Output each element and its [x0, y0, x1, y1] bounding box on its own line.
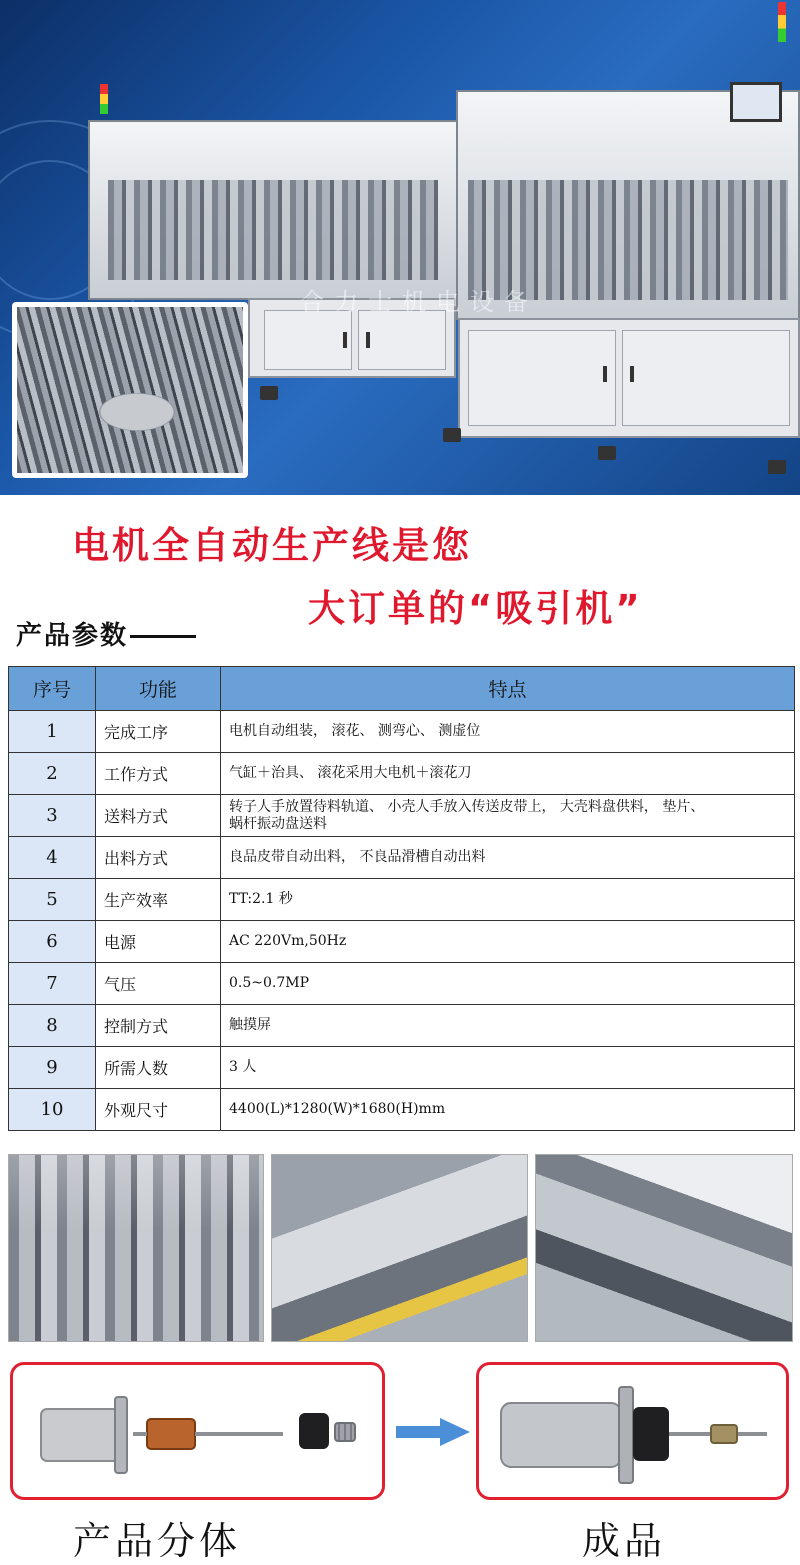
spec-table — [8, 666, 795, 1131]
row-feature: 良品皮带自动出料， 不良品滑槽自动出料 — [221, 837, 795, 879]
table-row — [9, 711, 795, 753]
row-feature: 转子人手放置待料轨道、 小壳人手放入传送皮带上， 大壳料盘供料， 垫片、 蜗杆振动盘送料 — [221, 795, 795, 837]
rotary-table-closeup — [17, 307, 243, 473]
table-row — [9, 921, 795, 963]
table-row — [9, 963, 795, 1005]
row-number: 8 — [9, 1005, 96, 1047]
row-feature: 电机自动组装， 滚花、 测弯心、 测虚位 — [221, 711, 795, 753]
row-number: 5 — [9, 879, 96, 921]
row-function: 电源 — [96, 921, 221, 963]
row-function: 出料方式 — [96, 837, 221, 879]
motor-parts-illustration — [13, 1365, 382, 1497]
row-function: 所需人数 — [96, 1047, 221, 1089]
inset-machine-photo — [12, 302, 248, 478]
table-row — [9, 795, 795, 837]
headline-line-1: 电机全自动生产线是您 — [72, 524, 472, 567]
flange-part — [115, 1397, 127, 1473]
table-row — [9, 753, 795, 795]
row-feature: 4400(L)*1280(W)*1680(H)mm — [221, 1089, 795, 1131]
row-function: 气压 — [96, 963, 221, 1005]
headline-line-2: 大订单的“吸引机” — [308, 587, 643, 630]
row-number: 3 — [9, 795, 96, 837]
row-number: 9 — [9, 1047, 96, 1089]
table-row — [9, 837, 795, 879]
finished-motor-illustration — [479, 1365, 786, 1497]
rotor-armature-part — [147, 1419, 195, 1449]
signal-tower-lamp — [778, 2, 786, 42]
table-row — [9, 1005, 795, 1047]
header-function: 功能 — [96, 667, 221, 711]
finished-motor-flange — [619, 1387, 633, 1483]
title-dash — [130, 635, 196, 638]
motor-housing-part — [41, 1409, 119, 1461]
row-function: 控制方式 — [96, 1005, 221, 1047]
table-header-row — [9, 667, 795, 711]
table-row — [9, 1089, 795, 1131]
row-number: 2 — [9, 753, 96, 795]
caption-finished: 成品 — [582, 1519, 667, 1563]
end-cap-part — [299, 1413, 329, 1449]
header-feature: 特点 — [221, 667, 795, 711]
detail-photo-knurling-unit — [271, 1154, 528, 1342]
row-function: 工作方式 — [96, 753, 221, 795]
row-function: 外观尺寸 — [96, 1089, 221, 1131]
finished-motor-body — [501, 1403, 621, 1467]
table-row — [9, 1047, 795, 1089]
row-feature: 气缸＋治具、 滚花采用大电机＋滚花刀 — [221, 753, 795, 795]
section-title-text: 产品参数 — [16, 621, 129, 651]
row-function: 送料方式 — [96, 795, 221, 837]
row-function: 生产效率 — [96, 879, 221, 921]
row-number: 10 — [9, 1089, 96, 1131]
finished-motor-worm — [711, 1425, 737, 1443]
row-feature: AC 220Vm,50Hz — [221, 921, 795, 963]
row-feature: TT:2.1 秒 — [221, 879, 795, 921]
header-number: 序号 — [9, 667, 96, 711]
finished-motor-cap — [633, 1407, 669, 1461]
detail-photo-assembly-station — [8, 1154, 264, 1342]
finished-product-panel — [476, 1362, 789, 1500]
signal-tower-lamp — [100, 84, 108, 114]
hero-watermark: 合力士机电设备 — [300, 288, 538, 316]
row-feature: 0.5~0.7MP — [221, 963, 795, 1005]
arrow-right-icon — [396, 1418, 470, 1446]
detail-photo-output-conveyor — [535, 1154, 793, 1342]
row-feature: 3 人 — [221, 1047, 795, 1089]
row-number: 4 — [9, 837, 96, 879]
touch-screen-panel — [730, 82, 782, 122]
caption-parts: 产品分体 — [73, 1519, 242, 1563]
row-number: 7 — [9, 963, 96, 1005]
row-number: 1 — [9, 711, 96, 753]
table-row — [9, 879, 795, 921]
hero-banner — [0, 0, 800, 495]
row-number: 6 — [9, 921, 96, 963]
row-feature: 触摸屏 — [221, 1005, 795, 1047]
row-function: 完成工序 — [96, 711, 221, 753]
section-title — [16, 615, 198, 652]
parts-panel — [10, 1362, 385, 1500]
